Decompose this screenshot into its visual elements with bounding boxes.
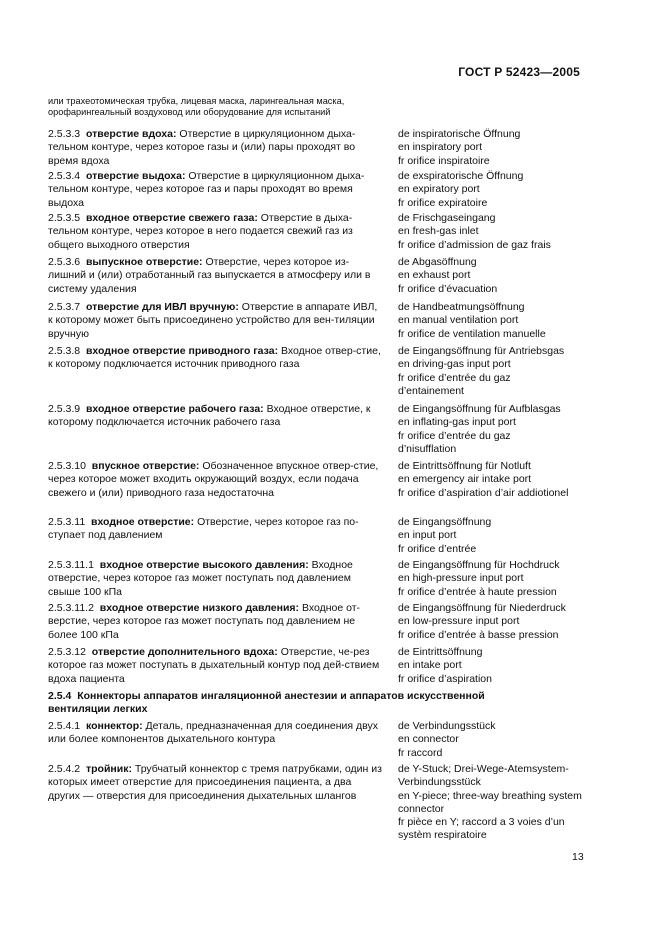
term-definition (48, 212, 383, 252)
term-text: Отверстие, через которое из-лишний и (или) отработанный газ выпускается в атмосферу или в систему удаления (48, 256, 371, 295)
translation-fr: fr orifice d’entrée du gaz d’entainement (398, 371, 511, 397)
section-number: 2.5.4 (48, 690, 72, 702)
term-number: 2.5.3.3 (48, 128, 81, 140)
translations (398, 128, 618, 168)
term-text: Входное от-верстие, через которое газ может поступать под давлением не более 100 кПа (48, 602, 361, 641)
term-title: входное отверстие рабочего газа: (85, 403, 264, 415)
translations (398, 460, 618, 500)
term-number: 2.5.3.8 (48, 345, 81, 357)
translations (398, 403, 618, 456)
term-number: 2.5.3.11.2 (48, 602, 94, 614)
term-definition (48, 602, 383, 642)
translation-de: de Eintrittsöffnung (398, 646, 483, 658)
translation-en: en emergency air intake port (398, 473, 532, 486)
translation-fr: fr raccord (398, 746, 443, 759)
translations (398, 602, 618, 642)
translation-fr: fr orifice inspiratoire (398, 154, 490, 167)
translations (398, 301, 618, 341)
term-title: отверстие вдоха: (85, 128, 177, 140)
translation-en: en expiratory port (398, 183, 480, 196)
term-number: 2.5.3.7 (48, 301, 81, 313)
translations (398, 516, 618, 556)
term-number: 2.5.3.11 (48, 516, 86, 528)
translation-de: de Y-Stuck; Drei-Wege-Atemsystem-Verbindungsstück (398, 763, 569, 789)
term-definition (48, 646, 383, 686)
translation-de: de Eingangsöffnung für Hochdruck (398, 559, 560, 571)
translations (398, 720, 618, 760)
translations (398, 256, 618, 296)
page-number: 13 (572, 851, 584, 863)
translation-de: de Eingangsöffnung für Aufblasgas (398, 403, 561, 415)
term-text: Трубчатый коннектор с тремя патрубками, один из которых имеет отверстие для присоединения пациента, а два других — отверстия для присоединения дыхательных шлангов (48, 763, 382, 802)
term-title: входное отверстие свежего газа: (85, 212, 258, 224)
translation-en: en Y-piece; three-way breathing system connector (398, 789, 582, 815)
translation-fr: fr orifice d’aspiration d’air addiotionel (398, 486, 569, 499)
translation-fr: fr orifice d’entrée à haute pression (398, 585, 557, 598)
term-text: Деталь, предназначенная для соединения двух или более компонентов дыхательного контура (48, 720, 378, 746)
translation-en: en low-pressure input port (398, 615, 520, 628)
translations (398, 212, 618, 252)
section-title: Коннекторы аппаратов ингаляционной анестезии и аппаратов искусственной вентиляции легких (48, 690, 485, 716)
translation-fr: fr orifice d’évacuation (398, 282, 498, 295)
translation-en: en driving-gas input port (398, 358, 511, 371)
term-definition (48, 128, 383, 168)
term-number: 2.5.4.2 (48, 763, 81, 775)
translation-fr: fr orifice d’entrée du gaz d’nisufflation (398, 429, 511, 455)
term-definition (48, 301, 383, 341)
translation-fr: fr pièce en Y; raccord a 3 voies d’un systèm respiratoire (398, 816, 565, 842)
translation-en: en input port (398, 529, 457, 542)
term-text: Обозначенное впускное отвер-стие, через которое может входить окружающий воздух, если подача свежего и (или) приводного газа недостаточна (48, 460, 379, 499)
standard-header: ГОСТ Р 52423—2005 (458, 65, 580, 79)
translation-en: en intake port (398, 659, 462, 672)
term-title: отверстие выдоха: (85, 170, 186, 182)
term-number: 2.5.3.12 (48, 646, 86, 658)
term-title: входное отверстие: (91, 516, 195, 528)
term-number: 2.5.4.1 (48, 720, 81, 732)
term-title: входное отверстие приводного газа: (85, 345, 279, 357)
translation-de: de inspiratorische Öffnung (398, 128, 521, 140)
term-text: Входное отвер-стие, к которому подключается источник приводного газа (48, 345, 381, 371)
translation-fr: fr orifice d’admission de gaz frais (398, 238, 551, 251)
translation-fr: fr orifice d’aspiration (398, 672, 492, 685)
term-title: коннектор: (85, 720, 143, 732)
translation-de: de exspiratorische Öffnung (398, 170, 524, 182)
translation-fr: fr orifice expiratoire (398, 196, 488, 209)
translation-de: de Abgasöffnung (398, 256, 477, 268)
term-definition (48, 720, 383, 747)
term-definition (48, 516, 383, 543)
translation-de: de Eingangsöffnung (398, 516, 492, 528)
translation-en: en inspiratory port (398, 141, 483, 154)
translation-en: en fresh-gas inlet (398, 225, 479, 238)
translation-en: en connector (398, 733, 459, 746)
term-number: 2.5.3.11.1 (48, 559, 94, 571)
term-definition (48, 460, 383, 500)
translation-de: de Frischgaseingang (398, 212, 496, 224)
translation-en: en manual ventilation port (398, 314, 519, 327)
term-title: отверстие дополнительного вдоха: (91, 646, 278, 658)
term-text: Входное отверстие, к которому подключается источник рабочего газа (48, 403, 371, 429)
term-text: Отверстие в дыха-тельном контуре, через которое в него подается свежий газ из общего выходного отверстия (48, 212, 353, 251)
translations (398, 559, 618, 599)
translation-de: de Eingangsöffnung für Niederdruck (398, 602, 566, 614)
term-definition (48, 256, 383, 296)
term-number: 2.5.3.5 (48, 212, 81, 224)
term-text: Отверстие в циркуляционном дыха-тельном контуре, через которое газы и (или) пары проходят во время вдоха (48, 128, 356, 167)
translations (398, 345, 618, 398)
term-title: впускное отверстие: (91, 460, 200, 472)
translation-de: de Eintrittsöffnung für Notluft (398, 460, 531, 472)
term-definition (48, 170, 383, 210)
term-definition (48, 403, 383, 430)
term-number: 2.5.3.6 (48, 256, 81, 268)
translation-en: en inflating-gas input port (398, 416, 516, 429)
term-definition (48, 345, 383, 372)
term-text: Отверстие, через которое газ по-ступает под давлением (48, 516, 359, 542)
term-title: входное отверстие низкого давления: (99, 602, 300, 614)
term-definition (48, 763, 383, 803)
translations (398, 763, 618, 843)
term-text: Отверстие, че-рез которое газ может поступать в дыхательный контур под дей-ствием вдоха пациента (48, 646, 380, 685)
term-text: Входное отверстие, через которое газ может поступать под давлением свыше 100 кПа (48, 559, 353, 598)
term-number: 2.5.3.9 (48, 403, 81, 415)
translation-en: en high-pressure input port (398, 572, 524, 585)
term-title: входное отверстие высокого давления: (99, 559, 309, 571)
term-title: отверстие для ИВЛ вручную: (85, 301, 239, 313)
translation-de: de Eingangsöffnung für Antriebsgas (398, 345, 565, 357)
term-title: выпускное отверстие: (85, 256, 203, 268)
section-heading (48, 690, 518, 717)
translation-fr: fr orifice d’entrée (398, 542, 477, 555)
continuation-text: или трахеотомическая трубка, лицевая маска, ларингеальная маска, орофарингеальный воздуховод или оборудование для испытаний (48, 96, 345, 117)
term-number: 2.5.3.10 (48, 460, 86, 472)
translations (398, 170, 618, 210)
term-text: Отверстие в аппарате ИВЛ, к которому может быть присоединено устройство для вен-тиляции вручную (48, 301, 378, 340)
term-number: 2.5.3.4 (48, 170, 81, 182)
term-definition (48, 559, 383, 599)
translation-de: de Handbeatmungsöffnung (398, 301, 525, 313)
term-text: Отверстие в циркуляционном дыха-тельном контуре, через которое газ и пары проходят во время выдоха (48, 170, 365, 209)
translation-en: en exhaust port (398, 269, 471, 282)
translation-fr: fr orifice d’entrée à basse pression (398, 628, 559, 641)
term-title: тройник: (85, 763, 132, 775)
translation-de: de Verbindungsstück (398, 720, 496, 732)
translation-fr: fr orifice de ventilation manuelle (398, 327, 546, 340)
translations (398, 646, 618, 686)
